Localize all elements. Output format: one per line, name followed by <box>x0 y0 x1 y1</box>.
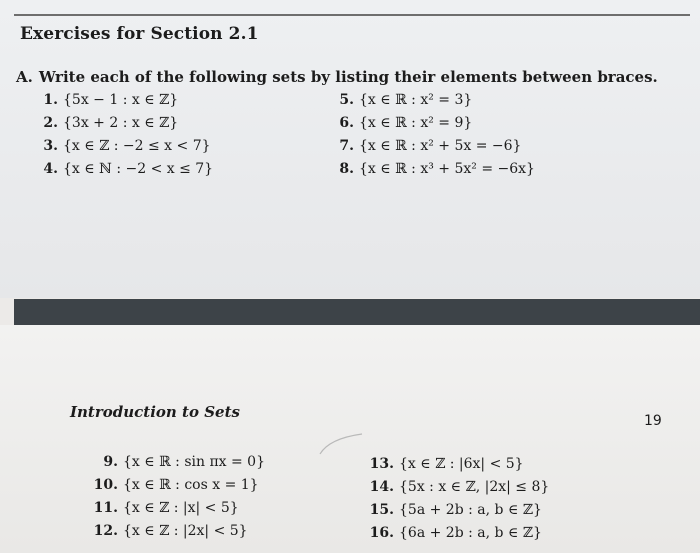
exercise-number: 1. <box>43 92 58 108</box>
exercise-number: 2. <box>43 115 58 131</box>
exercise-set: {x ∈ ℝ : cos x = 1} <box>123 477 259 493</box>
exercise-6 <box>338 112 535 135</box>
part-a-letter: A. <box>16 68 33 86</box>
exercise-number: 5. <box>339 92 354 108</box>
exercise-number: 15. <box>369 502 394 518</box>
page-number: 19 <box>644 413 662 429</box>
exercise-number: 3. <box>43 138 58 154</box>
exercise-10 <box>88 474 265 497</box>
exercise-number: 16. <box>369 525 394 541</box>
exercise-list-page-19-left <box>88 451 265 543</box>
exercise-set: {x ∈ ℤ : |2x| < 5} <box>123 523 248 539</box>
exercise-11 <box>88 497 265 520</box>
exercise-set: {x ∈ ℤ : |x| < 5} <box>123 500 239 516</box>
exercise-list-part-a-right <box>338 89 535 181</box>
exercise-8 <box>338 158 535 181</box>
exercise-14 <box>364 476 549 499</box>
header-rule <box>14 14 690 16</box>
exercise-number: 11. <box>93 500 118 516</box>
exercise-list-page-19-right <box>364 453 549 545</box>
exercise-number: 13. <box>369 456 394 472</box>
exercise-number: 10. <box>93 477 118 493</box>
exercise-number: 14. <box>369 479 394 495</box>
section-title: Exercises for Section 2.1 <box>20 24 259 44</box>
exercise-set: {6a + 2b : a, b ∈ ℤ} <box>399 525 542 541</box>
exercise-number: 4. <box>43 161 58 177</box>
exercise-3 <box>36 135 213 158</box>
running-head: Introduction to Sets <box>70 403 240 421</box>
exercise-set: {5x : x ∈ ℤ, |2x| ≤ 8} <box>399 479 550 495</box>
exercise-set: {5x − 1 : x ∈ ℤ} <box>63 92 179 108</box>
exercise-set: {3x + 2 : x ∈ ℤ} <box>63 115 179 131</box>
exercise-set: {x ∈ ℕ : −2 < x ≤ 7} <box>63 161 214 177</box>
exercise-set: {x ∈ ℤ : −2 ≤ x < 7} <box>63 138 211 154</box>
exercise-set: {x ∈ ℝ : x² + 5x = −6} <box>359 138 522 154</box>
pencil-stroke-mark <box>318 432 364 456</box>
exercise-2 <box>36 112 213 135</box>
exercise-set: {x ∈ ℝ : x³ + 5x² = −6x} <box>359 161 535 177</box>
exercise-13 <box>364 453 549 476</box>
exercise-number: 12. <box>93 523 118 539</box>
exercise-1 <box>36 89 213 112</box>
exercise-set: {x ∈ ℝ : sin πx = 0} <box>123 454 265 470</box>
exercise-12 <box>88 520 265 543</box>
exercise-set: {x ∈ ℝ : x² = 3} <box>359 92 473 108</box>
exercise-15 <box>364 499 549 522</box>
exercise-set: {x ∈ ℤ : |6x| < 5} <box>399 456 524 472</box>
exercise-list-part-a-left <box>36 89 213 181</box>
exercise-set: {x ∈ ℝ : x² = 9} <box>359 115 473 131</box>
exercise-number: 8. <box>339 161 354 177</box>
exercise-9 <box>88 451 265 474</box>
page-gap-shadow <box>14 299 700 325</box>
part-a-instruction-text: Write each of the following sets by listing their elements between braces. <box>38 68 658 86</box>
part-a-instruction <box>16 68 658 86</box>
exercise-16 <box>364 522 549 545</box>
exercise-7 <box>338 135 535 158</box>
exercise-number: 6. <box>339 115 354 131</box>
exercise-set: {5a + 2b : a, b ∈ ℤ} <box>399 502 542 518</box>
exercise-number: 9. <box>103 454 118 470</box>
exercise-4 <box>36 158 213 181</box>
exercise-number: 7. <box>339 138 354 154</box>
exercise-5 <box>338 89 535 112</box>
